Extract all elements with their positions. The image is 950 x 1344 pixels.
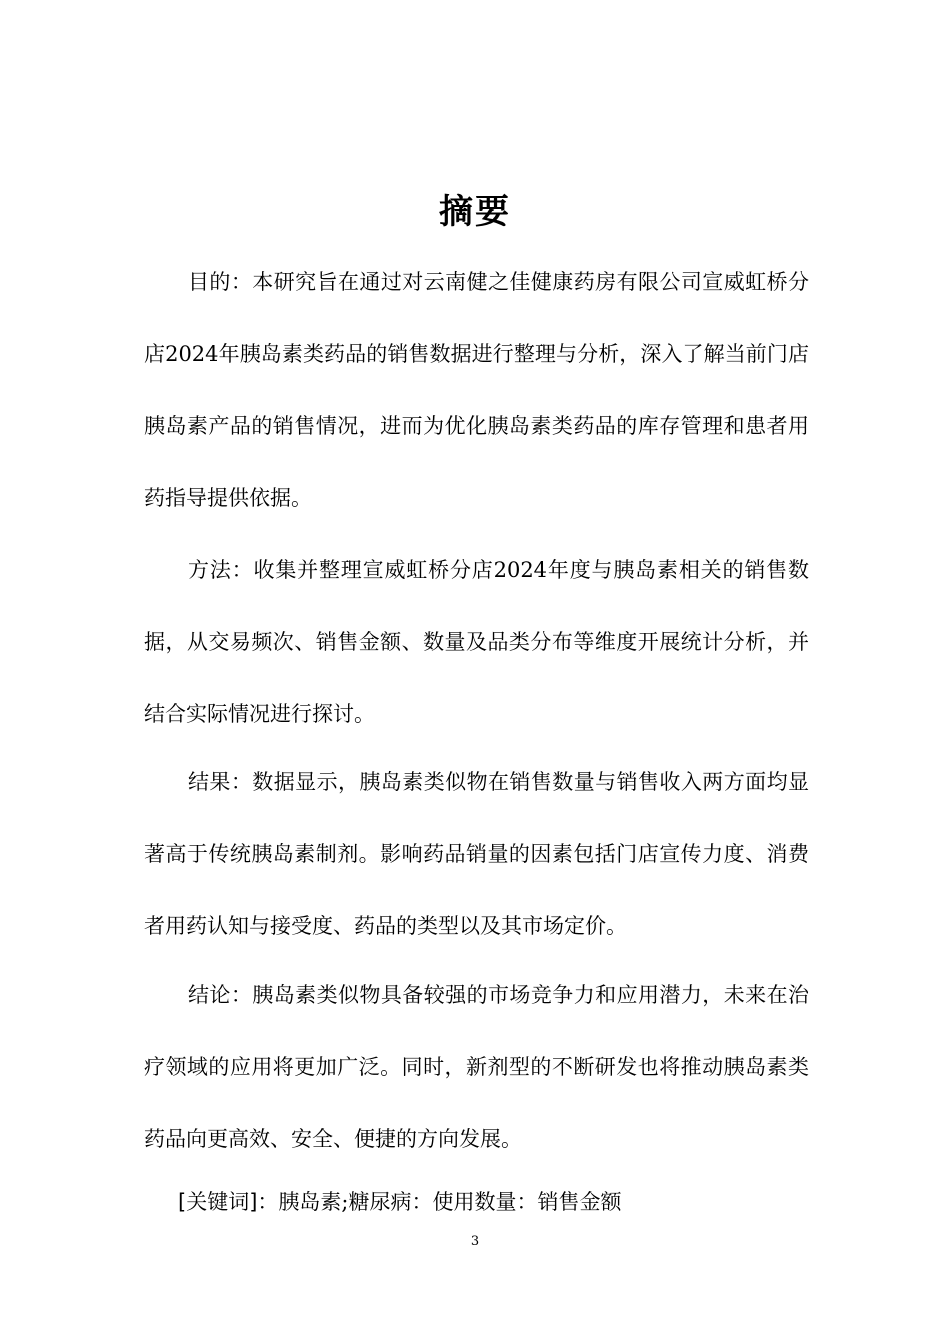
abstract-paragraph-conclusion: 结论：胰岛素类似物具备较强的市场竞争力和应用潜力，未来在治疗领域的应用将更加广泛。同时，新剂型的不断研发也将推动胰岛素类药品向更高效、安全、便捷的方向发展。: [144, 983, 809, 1151]
keywords-label: [关键词]：: [178, 1190, 279, 1214]
abstract-paragraph-objective: 目的：本研究旨在通过对云南健之佳健康药房有限公司宣威虹桥分店2024年胰岛素类药品的销售数据进行整理与分析，深入了解当前门店胰岛素产品的销售情况，进而为优化胰岛素类药品的库存管理和患者用药指导提供依据。: [144, 270, 809, 510]
keywords-text: 胰岛素;糖尿病：使用数量：销售金额: [278, 1190, 622, 1214]
abstract-paragraph-method: 方法：收集并整理宣威虹桥分店2024年度与胰岛素相关的销售数据，从交易频次、销售金额、数量及品类分布等维度开展统计分析，并结合实际情况进行探讨。: [144, 558, 809, 726]
keywords-line: [178, 1182, 818, 1222]
abstract-title: 摘要: [439, 192, 511, 232]
abstract-paragraph-result: 结果：数据显示，胰岛素类似物在销售数量与销售收入两方面均显著高于传统胰岛素制剂。影响药品销量的因素包括门店宣传力度、消费者用药认知与接受度、药品的类型以及其市场定价。: [144, 770, 809, 938]
page-number: 3: [470, 1234, 480, 1249]
